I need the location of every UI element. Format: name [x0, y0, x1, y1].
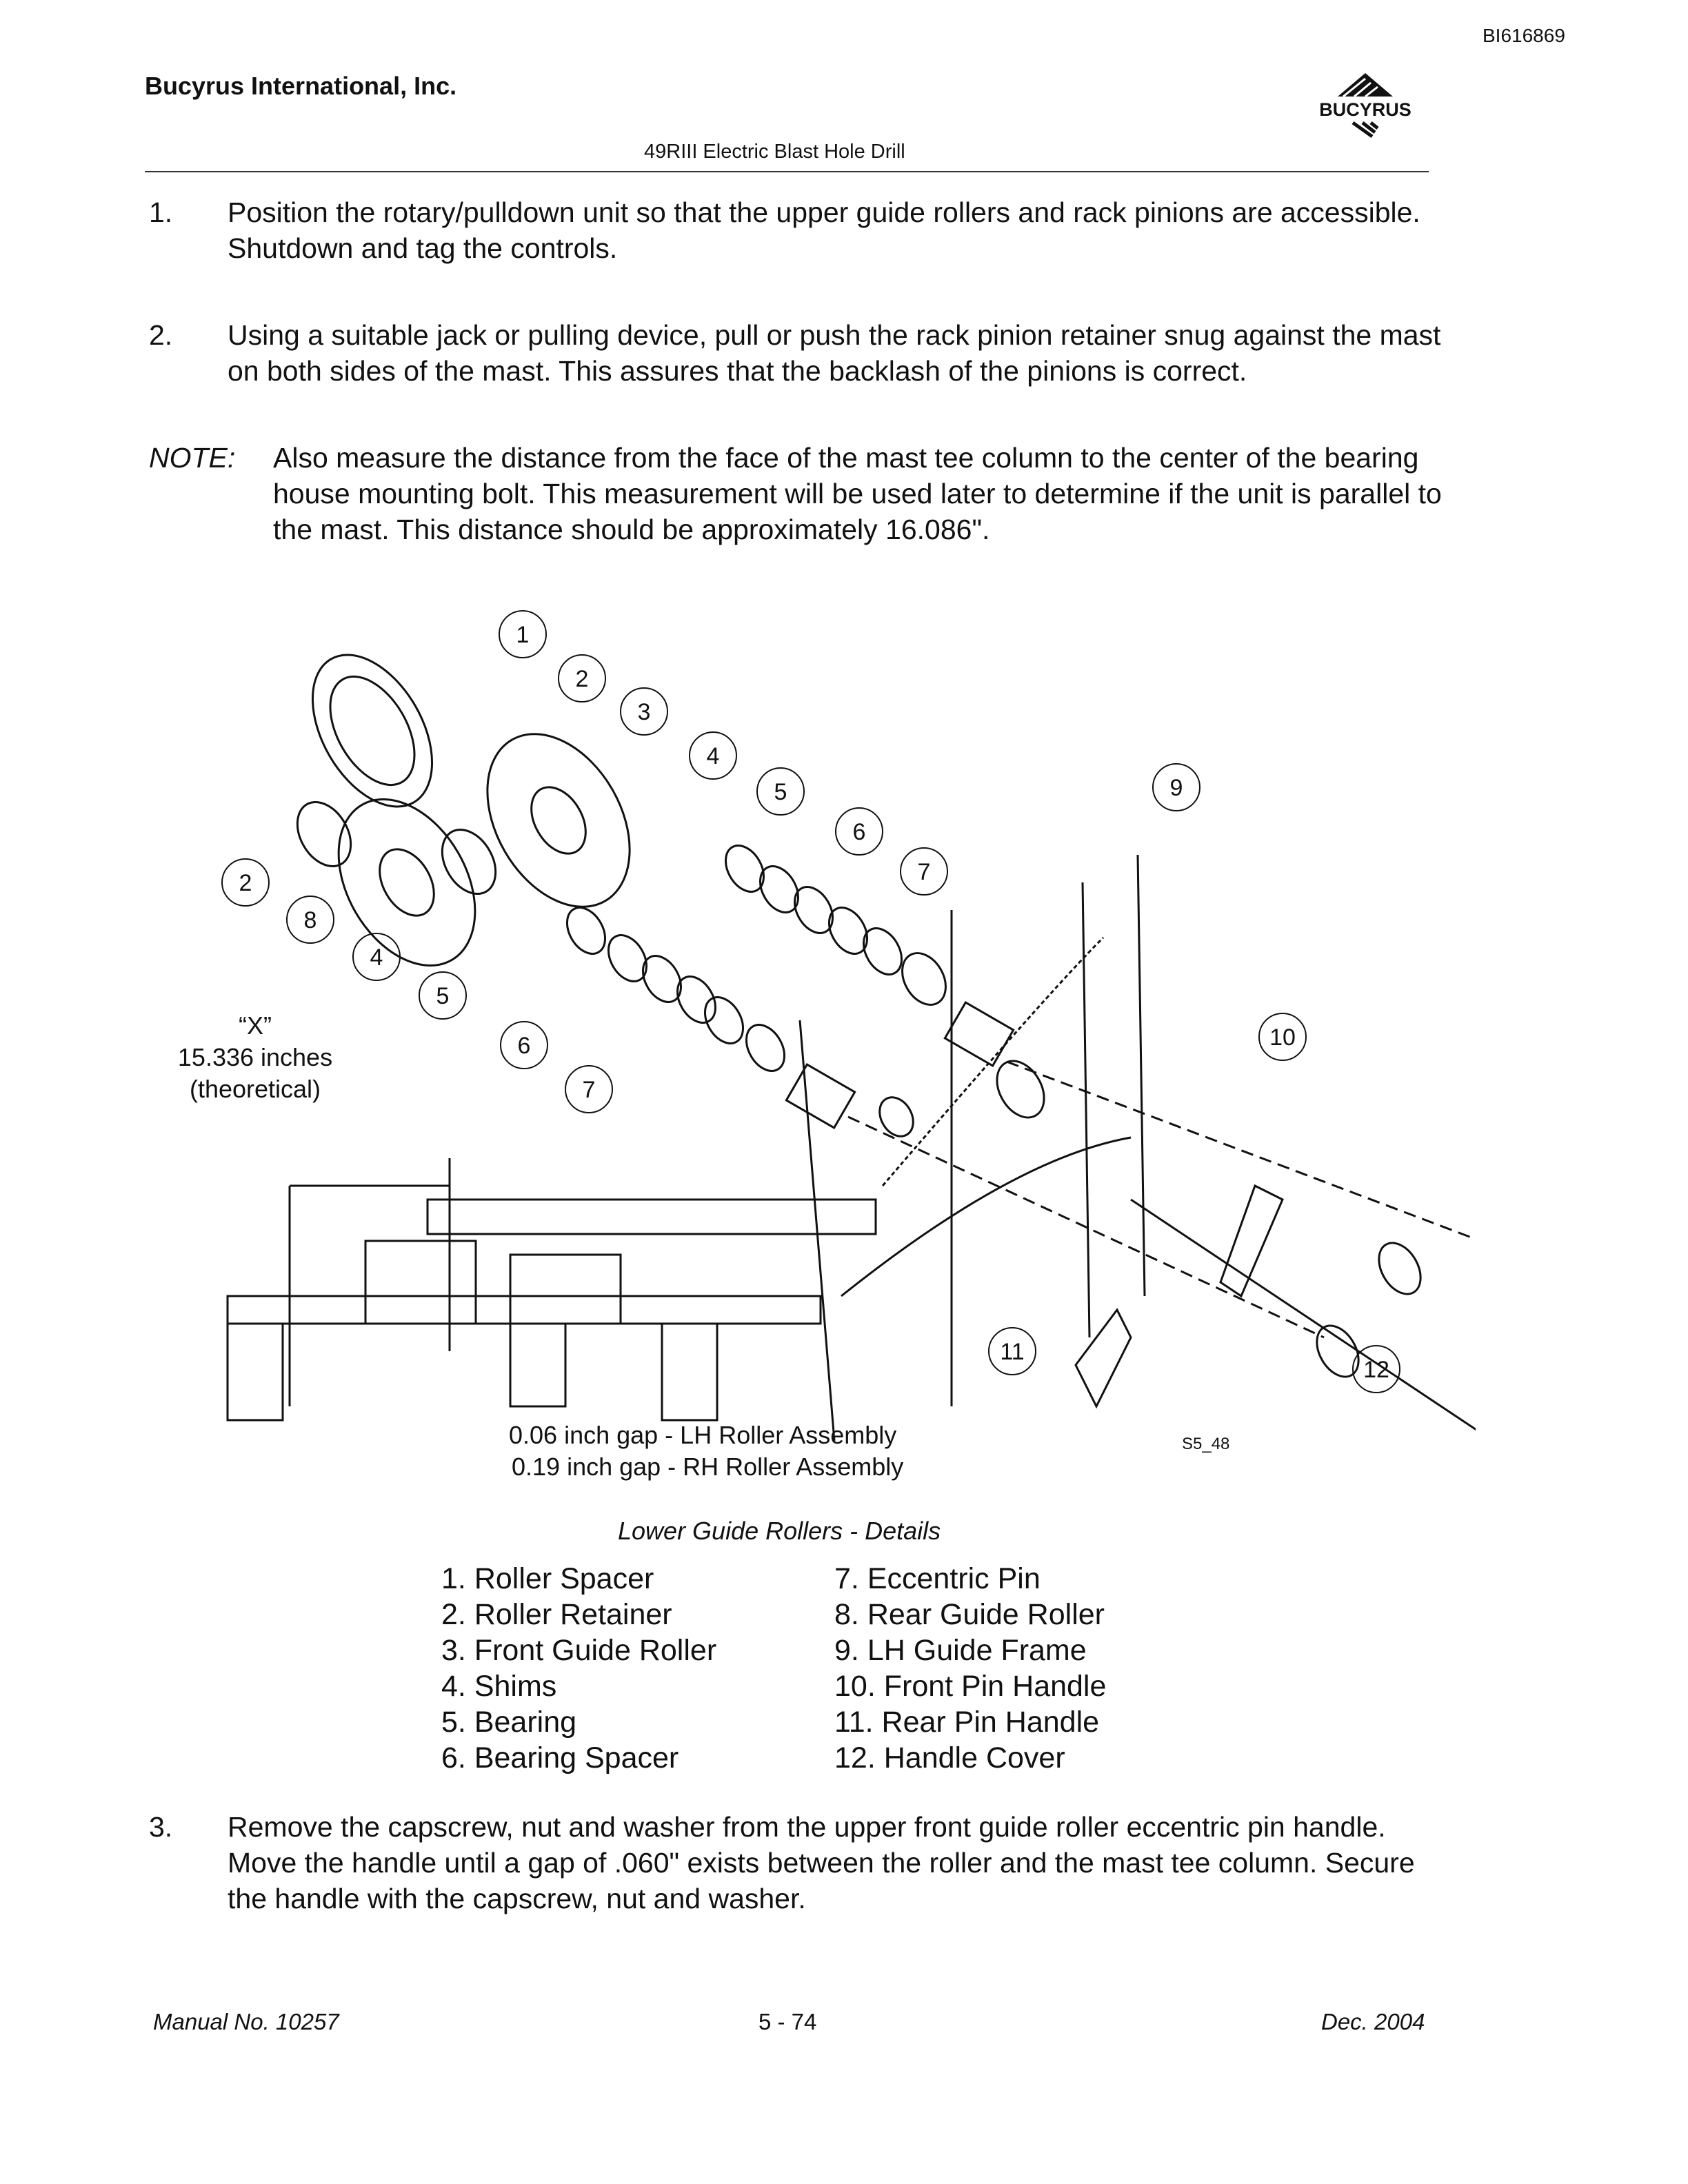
header-rule — [145, 171, 1429, 172]
step-3 — [149, 1809, 1459, 1919]
callout-7b: 7 — [582, 1077, 596, 1103]
callout-6: 6 — [852, 819, 866, 845]
callout-7: 7 — [917, 859, 931, 885]
gap-rh-label: 0.19 inch gap - RH Roller Assembly — [512, 1453, 904, 1481]
note-label: NOTE: — [149, 442, 236, 474]
step-1 — [149, 194, 1459, 270]
page-number: 5 - 74 — [758, 2009, 817, 2034]
x-dimension-value: 15.336 inches — [177, 1043, 333, 1071]
step-number: 1. — [149, 196, 173, 228]
legend-item: 1. Roller Spacer — [441, 1562, 654, 1595]
step-number: 2. — [149, 319, 173, 351]
legend-item: 3. Front Guide Roller — [441, 1634, 717, 1667]
step-text: Position the rotary/pulldown unit so that the upper guide rollers and rack pinions are accessible. Shutdown and tag the controls. — [228, 196, 1420, 264]
legend-item: 8. Rear Guide Roller — [834, 1598, 1105, 1631]
figure-caption: Lower Guide Rollers - Details — [618, 1517, 941, 1545]
document-id: BI616869 — [1483, 25, 1565, 46]
callout-1: 1 — [516, 622, 530, 648]
gap-lh-label: 0.06 inch gap - LH Roller Assembly — [509, 1421, 897, 1449]
legend-item: 12. Handle Cover — [834, 1741, 1065, 1775]
legend-item: 7. Eccentric Pin — [834, 1562, 1041, 1595]
callout-2b: 2 — [239, 870, 252, 896]
note — [149, 440, 1459, 550]
callout-4: 4 — [706, 743, 720, 769]
figure-reference: S5_48 — [1182, 1435, 1230, 1453]
callout-3: 3 — [637, 699, 651, 725]
lower-guide-rollers-diagram — [152, 593, 1476, 1503]
step-text: Using a suitable jack or pulling device, pull or push the rack pinion retainer snug against the mast on both sides of the mast. This assures that the backlash of the pinions is correct. — [228, 319, 1441, 387]
callout-5b: 5 — [436, 983, 450, 1009]
legend-left — [441, 1561, 758, 1788]
legend-right — [834, 1561, 1220, 1788]
callout-12: 12 — [1363, 1357, 1389, 1383]
company-name: Bucyrus International, Inc. — [145, 72, 457, 100]
callout-6b: 6 — [517, 1033, 531, 1059]
x-dimension-label: “X” — [239, 1011, 272, 1040]
legend-item: 5. Bearing — [441, 1706, 577, 1739]
legend-item: 10. Front Pin Handle — [834, 1670, 1107, 1703]
x-dimension-note: (theoretical) — [189, 1075, 321, 1103]
legend-item: 9. LH Guide Frame — [834, 1634, 1087, 1667]
legend-item: 2. Roller Retainer — [441, 1598, 672, 1631]
legend-item: 6. Bearing Spacer — [441, 1741, 679, 1775]
callout-9: 9 — [1169, 775, 1183, 801]
bucyrus-logo — [1296, 69, 1434, 152]
step-text: Remove the capscrew, nut and washer from the upper front guide roller eccentric pin handle. Move the handle until a gap of .060" exists between the roller and the mast tee column. Secure the handle with the capscrew, nut and washer. — [228, 1811, 1415, 1914]
publication-date: Dec. 2004 — [1321, 2009, 1425, 2034]
svg-text:BUCYRUS: BUCYRUS — [1319, 99, 1411, 120]
callout-5: 5 — [774, 779, 787, 805]
step-2 — [149, 317, 1459, 393]
callout-2: 2 — [575, 666, 589, 692]
manual-number: Manual No. 10257 — [153, 2009, 339, 2034]
callout-4b: 4 — [370, 944, 383, 971]
note-text: Also measure the distance from the face of the mast tee column to the center of the bearing house mounting bolt. This measurement will be used later to determine if the unit is parallel to the mast. This distance should be approximately 16.086". — [273, 442, 1442, 545]
legend-item: 4. Shims — [441, 1670, 557, 1703]
callout-8: 8 — [303, 907, 317, 933]
document-subtitle: 49RIII Electric Blast Hole Drill — [644, 141, 905, 163]
step-number: 3. — [149, 1811, 173, 1843]
callout-11: 11 — [1000, 1339, 1025, 1365]
callout-10: 10 — [1269, 1024, 1296, 1051]
legend-item: 11. Rear Pin Handle — [834, 1706, 1100, 1739]
